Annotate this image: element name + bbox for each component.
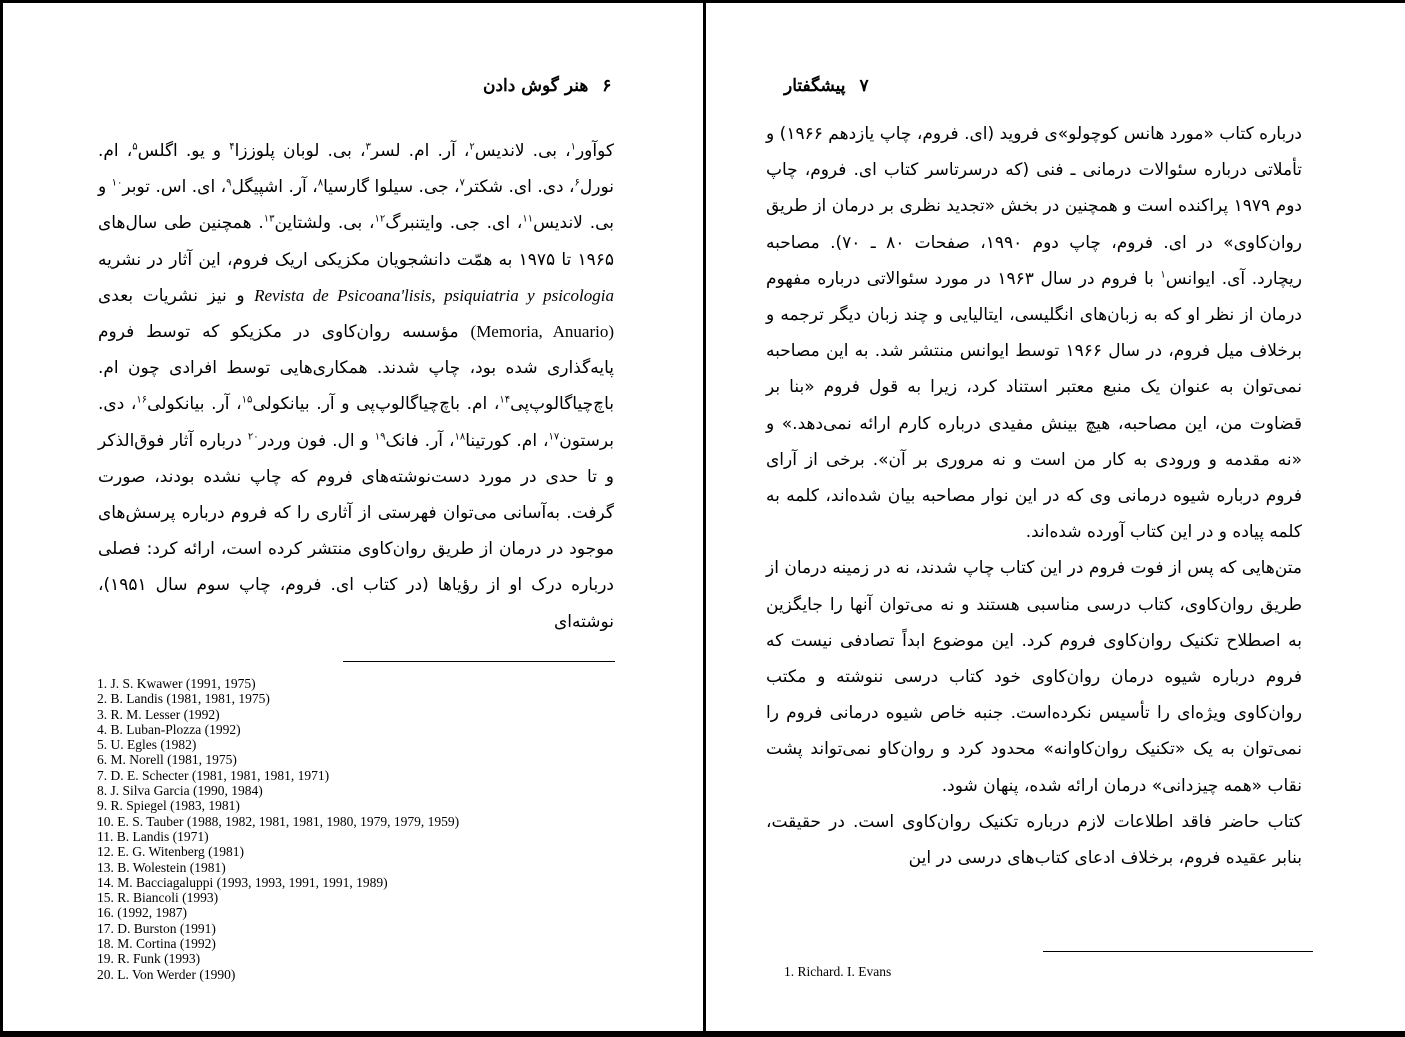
- right-footnote-rule: [1043, 951, 1313, 952]
- footnote-item: 18. M. Cortina (1992): [97, 936, 216, 952]
- footnote-item: 1. Richard. I. Evans: [784, 964, 892, 979]
- right-page-number: ۷: [859, 76, 869, 96]
- right-running-title: پیشگفتار: [784, 76, 846, 96]
- footnote-item: 15. R. Biancoli (1993): [97, 890, 219, 906]
- left-running-title: هنر گوش دادن: [483, 76, 589, 96]
- footnote-item: 4. B. Luban-Plozza (1992): [97, 721, 241, 737]
- footnote-item: 11. B. Landis (1971): [97, 828, 209, 844]
- footnote-item: 6. M. Norell (1981, 1975): [97, 752, 237, 768]
- right-paragraph-3: کتاب حاضر فاقد اطلاعات لازم درباره تکنیک روان‌کاوی است. در حقیقت، بنابر عقیده فروم، برخلاف ادعای کتاب‌های درسی در این: [766, 811, 1302, 869]
- footnote-item: 1. J. S. Kwawer (1991, 1975): [97, 676, 256, 691]
- left-footnote-rule: [343, 661, 615, 662]
- right-footnotes: [784, 964, 891, 979]
- right-running-head: [784, 76, 869, 96]
- footnote-item: 2. B. Landis (1981, 1981, 1975): [97, 691, 270, 707]
- left-body-text: کوآور$^۱$، بی. لاندیس$^۲$، آر. ام. لسر$^۳$، بی. لوبان پلوززا$^۴$ و یو. اگلس$^۵$، ام. نورل$^۶$، دی. ای. شکتر$^۷$، جی. سیلوا گارسیا$^۸$، آر. اشپیگل$^۹$، ای. اس. توبر$^{۱۰}$ و بی. لاندیس$^{۱۱}$، ای. جی. وایتنبرگ$^{۱۲}$، بی. ولشتاین$^{۱۳}$. همچنین طی سال‌های ۱۹۶۵ تا ۱۹۷۵ به همّت دانشجویان مکزیکی اریک فروم، این آثار در نشریه Revista de Psicoana'lisis, psiquiatria y psicologia و نیز نشریات بعدی (Memoria, Anuario) مؤسسه روان‌کاوی در مکزیکو که توسط فروم پایه‌گذاری شده بود، چاپ شدند. همکاری‌هایی توسط افرادی چون ام. باچ‌چیاگالوپ‌پی$^{۱۴}$، ام. باچ‌چیاگالوپ‌پی و آر. بیانکولی$^{۱۵}$، آر. بیانکولی$^{۱۶}$، دی. برستون$^{۱۷}$، ام. کورتینا$^{۱۸}$، آر. فانک$^{۱۹}$ و ال. فون وردر$^{۲۰}$ درباره آثار فوق‌الذکر و تا حدی در مورد دست‌نوشته‌های فروم که چاپ نشده بودند، صورت گرفت. به‌آسانی می‌توان فهرستی از آثاری را که فروم درباره پرسش‌های موجود در درمان از طریق روان‌کاوی منتشر کرده است، ارائه کرد: فصلی درباره درک او از رؤیاها (در کتاب ای. فروم، چاپ سوم سال ۱۹۵۱)، نوشته‌ای: [98, 141, 615, 632]
- footnote-item: 19. R. Funk (1993): [97, 951, 201, 967]
- right-paragraph-2: متن‌هایی که پس از فوت فروم در این کتاب چاپ شدند، نه در زمینه درمان از طریق روان‌کاوی، کتاب درسی مناسبی هستند و نه می‌توان آنها را جایگزین به اصطلاح تکنیک روان‌کاوی فروم کرد. این موضوع ابداً تصادفی نیست که فروم درباره شیوه درمان روان‌کاوی خود کتاب درسی ننوشته و مکتب روان‌کاوی ویژه‌ای را تأسیس نکرده‌است. جنبه خاص شیوه درمانی فروم را نمی‌توان به یک «تکنیک روان‌کاوانه» محدود کرد و روان‌کاو نمی‌تواند پشت نقاب «همه چیزدانی» درمان ارائه شده، پنهان شود.: [766, 558, 1302, 796]
- footnote-item: 5. U. Egles (1982): [97, 737, 197, 753]
- footnote-item: 3. R. M. Lesser (1992): [97, 706, 220, 722]
- right-page: [706, 0, 1405, 1031]
- left-page-number: ۶: [602, 76, 612, 96]
- left-running-head: [483, 76, 611, 96]
- footnote-item: 10. E. S. Tauber (1988, 1982, 1981, 1981, 1980, 1979, 1979, 1959): [97, 813, 460, 829]
- left-page: [3, 0, 703, 1031]
- footnote-item: 17. D. Burston (1991): [97, 920, 216, 936]
- footnote-item: 9. R. Spiegel (1983, 1981): [97, 798, 240, 814]
- right-body-text: [766, 116, 1302, 876]
- footnote-item: 20. L. Von Werder (1990): [97, 966, 236, 982]
- footnote-item: 7. D. E. Schecter (1981, 1981, 1981, 1971): [97, 767, 330, 783]
- left-footnotes: [97, 676, 459, 982]
- footnote-item: 13. B. Wolestein (1981): [97, 859, 226, 875]
- footnote-item: 8. J. Silva Garcia (1990, 1984): [97, 783, 263, 799]
- footnote-item: 16. (1992, 1987): [97, 905, 187, 921]
- footnote-item: 12. E. G. Witenberg (1981): [97, 844, 245, 860]
- right-paragraph-1: درباره کتاب «مورد هانس کوچولو»ی فروید (ای. فروم، چاپ یازدهم ۱۹۶۶) و تأملاتی درباره سئوالات درمانی ـ فنی (که درسرتاسر کتاب ای. فروم، چاپ دوم ۱۹۷۹ پراکنده است و همچنین در بخش «تجدید نظری بر درمان از طریق روان‌کاوی» در ای. فروم، چاپ دوم ۱۹۹۰، صفحات ۸۰ ـ ۷۰). مصاحبه ریچارد. آی. ایوانس$^۱$ با فروم در سال ۱۹۶۳ در مورد سئوالاتی درباره مفهوم درمان از نظر او که به زبان‌های انگلیسی، ایتالیایی و چند زبان دیگر ترجمه و برخلاف میل فروم، در سال ۱۹۶۶ توسط ایوانس منتشر شد. به این مصاحبه نمی‌توان به عنوان یک منبع معتبر استناد کرد، زیرا به قول فروم «بنا بر قضاوت من، این مصاحبه، هیچ بینش مفیدی درباره کارم ارائه نمی‌دهد.» و «نه مقدمه و ورودی به کار من است و نه مروری بر آن». برخی از آرای فروم درباره شیوه درمانی وی که در این نوار مصاحبه بیان شده‌اند، کلمه به کلمه پیاده و در این کتاب آورده شده‌اند.: [766, 124, 1302, 543]
- footnote-item: 14. M. Bacciagaluppi (1993, 1993, 1991, 1991, 1989): [97, 874, 388, 890]
